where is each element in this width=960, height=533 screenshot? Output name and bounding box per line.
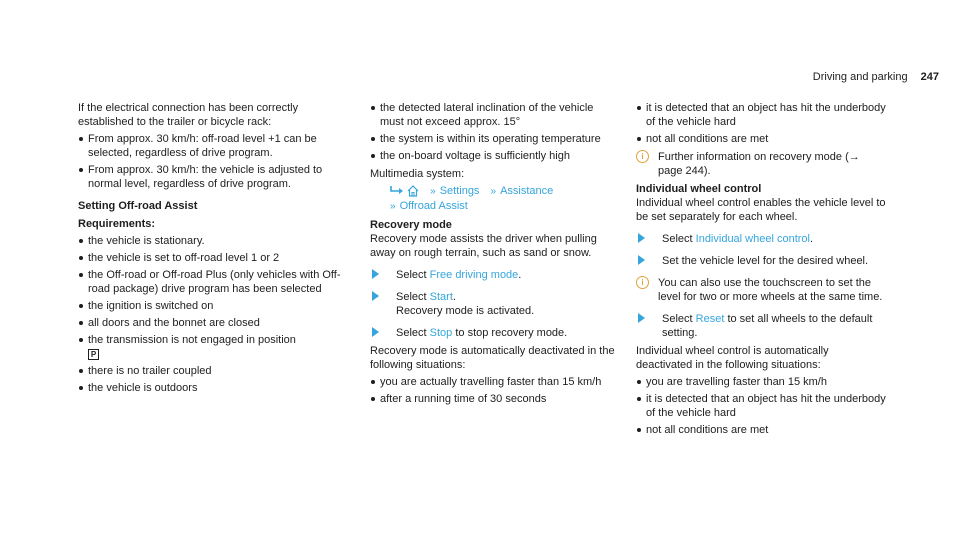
auto-deactivation-text: Individual wheel control is automatically deactivated in the following situations:	[636, 345, 829, 371]
list-item: the ignition is switched on	[78, 299, 350, 313]
note-text: Further information on recovery mode (→ page 244).	[658, 151, 860, 177]
list-item: the on-board voltage is sufficiently high	[370, 149, 620, 163]
reset-link[interactable]: Reset	[695, 313, 725, 325]
conditions-list	[370, 101, 620, 163]
step-select-free-driving	[370, 268, 620, 282]
list-item: you are actually travelling faster than 15 km/h	[370, 375, 620, 389]
list-item: From approx. 30 km/h: off-road level +1 can be selected, regardless of drive program.	[78, 132, 350, 160]
step-set-level	[636, 254, 886, 268]
double-chevron-icon: »	[430, 186, 436, 197]
list-item: it is detected that an object has hit the underbody of the vehicle hard	[636, 101, 886, 129]
step-text: .	[518, 269, 522, 281]
play-arrow-icon	[372, 291, 379, 301]
list-item-text: the transmission is not engaged in position	[88, 334, 296, 346]
requirements-list	[78, 234, 350, 395]
double-chevron-icon: »	[490, 186, 497, 197]
list-item: the detected lateral inclination of the vehicle must not exceed approx. 15°	[370, 101, 620, 129]
step-select-stop	[370, 326, 620, 340]
list-item: there is no trailer coupled	[78, 364, 350, 378]
auto-deactivation-text: Recovery mode is automatically deactivated in the following situations:	[370, 345, 615, 371]
intro-text: If the electrical connection has been correctly established to the trailer or bicycle rack:	[78, 102, 299, 128]
intro-list	[78, 132, 350, 191]
conditions-list	[636, 101, 886, 146]
info-icon: i	[636, 150, 649, 163]
step-result: Recovery mode is activated.	[396, 305, 535, 317]
step-text: Select	[396, 269, 430, 281]
menu-path-offroad-assist[interactable]: Offroad Assist	[399, 200, 468, 212]
deactivation-list	[636, 375, 886, 437]
menu-path-settings[interactable]: Settings	[439, 185, 480, 197]
column-3	[636, 101, 886, 437]
list-item: you are travelling faster than 15 km/h	[636, 375, 886, 389]
info-icon: i	[636, 276, 649, 289]
section-heading: Setting Off-road Assist	[78, 200, 198, 212]
list-item: the vehicle is outdoors	[78, 381, 350, 395]
column-2	[370, 101, 620, 406]
list-item: after a running time of 30 seconds	[370, 392, 620, 406]
double-chevron-icon: »	[390, 201, 396, 212]
list-item: the Off-road or Off-road Plus (only vehicles with Off-road package) drive program has been selected	[78, 268, 350, 296]
park-gear-symbol: P	[88, 349, 99, 360]
requirements-heading: Requirements:	[78, 218, 156, 230]
iwc-heading: Individual wheel control	[636, 183, 762, 195]
section-title: Driving and parking	[812, 71, 908, 83]
step-select-start	[370, 290, 620, 318]
step-text: to set all wheels to the default setting.	[662, 313, 873, 339]
menu-path	[370, 184, 620, 214]
step-text: Select	[662, 233, 696, 245]
step-text: to stop recovery mode.	[452, 327, 568, 339]
column-1	[78, 101, 350, 395]
recovery-heading: Recovery mode	[370, 219, 452, 231]
stop-link[interactable]: Stop	[429, 327, 453, 339]
start-link[interactable]: Start	[429, 291, 453, 303]
step-text: .	[452, 291, 456, 303]
menu-path-assistance[interactable]: Assistance	[500, 185, 554, 197]
step-select-reset	[636, 312, 886, 340]
home-icon[interactable]	[407, 185, 422, 197]
list-item: From approx. 30 km/h: the vehicle is adjusted to normal level, regardless of drive program.	[78, 163, 350, 191]
step-text: Set the vehicle level for the desired wheel.	[662, 255, 869, 267]
free-driving-mode-link[interactable]: Free driving mode	[429, 269, 519, 281]
iwc-description: Individual wheel control enables the vehicle level to be set separately for each wheel.	[636, 197, 886, 223]
play-arrow-icon	[372, 269, 379, 279]
deactivation-list	[370, 375, 620, 406]
list-item: all doors and the bonnet are closed	[78, 316, 350, 330]
step-text: Select	[662, 313, 696, 325]
play-arrow-icon	[638, 313, 645, 323]
info-note	[636, 276, 886, 304]
info-note	[636, 150, 886, 178]
list-item: not all conditions are met	[636, 423, 886, 437]
step-text: Select	[396, 291, 430, 303]
play-arrow-icon	[638, 255, 645, 265]
note-text: You can also use the touchscreen to set the level for two or more wheels at the same time.	[658, 277, 883, 303]
list-item: it is detected that an object has hit the underbody of the vehicle hard	[636, 392, 886, 420]
page-header	[813, 70, 939, 84]
individual-wheel-control-link[interactable]: Individual wheel control	[695, 233, 810, 245]
list-item: the vehicle is stationary.	[78, 234, 350, 248]
play-arrow-icon	[372, 327, 379, 337]
multimedia-label: Multimedia system:	[370, 168, 465, 180]
list-item: not all conditions are met	[636, 132, 886, 146]
step-select-iwc	[636, 232, 886, 246]
page-number: 247	[920, 71, 939, 83]
list-item: the system is within its operating temperature	[370, 132, 620, 146]
list-item	[78, 333, 350, 361]
enter-arrow-icon	[390, 185, 407, 197]
recovery-description: Recovery mode assists the driver when pulling away on rough terrain, such as sand or snow.	[370, 233, 597, 259]
step-text: Select	[396, 327, 430, 339]
step-text: .	[810, 233, 814, 245]
play-arrow-icon	[638, 233, 645, 243]
list-item: the vehicle is set to off-road level 1 or 2	[78, 251, 350, 265]
